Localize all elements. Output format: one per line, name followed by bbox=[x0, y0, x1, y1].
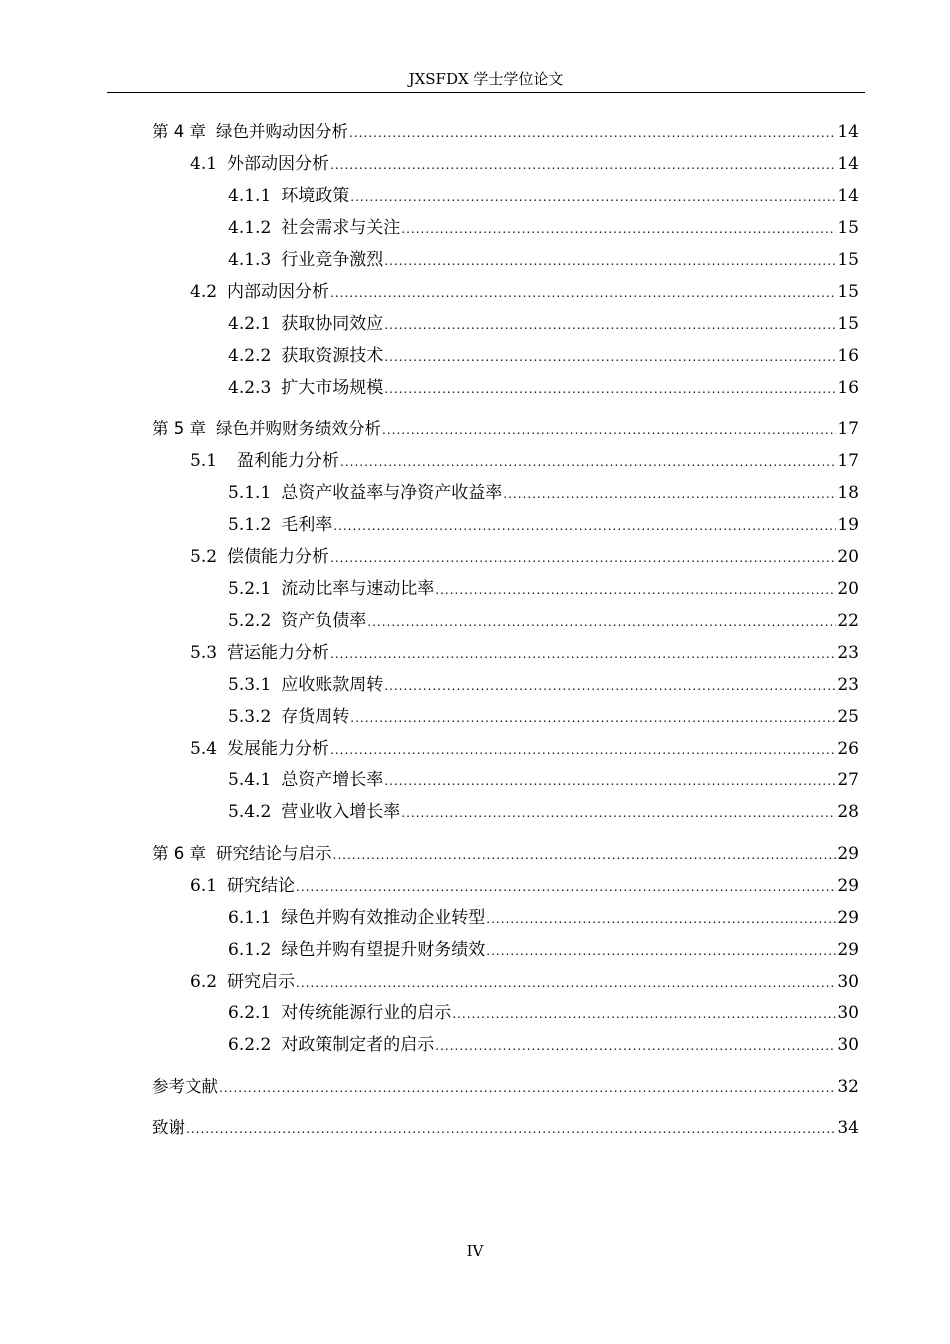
toc-entry-title: 总资产增长率 bbox=[281, 770, 384, 790]
toc-subsection-entry[interactable] bbox=[228, 1000, 859, 1024]
toc-subsection-entry[interactable] bbox=[228, 512, 859, 536]
dot-leader bbox=[330, 153, 836, 175]
toc-entry-text bbox=[228, 1034, 434, 1056]
toc-entry-number: 4.2 bbox=[190, 282, 218, 302]
dot-leader bbox=[452, 1002, 836, 1024]
header-rule bbox=[107, 92, 865, 93]
toc-subsection-entry[interactable] bbox=[228, 215, 859, 239]
dot-leader bbox=[333, 514, 836, 536]
toc-subsection-entry[interactable] bbox=[228, 183, 859, 207]
toc-subsection-entry[interactable] bbox=[228, 311, 859, 335]
toc-entry-number: 5.2.2 bbox=[228, 611, 272, 631]
toc-entry-number: 4.1.1 bbox=[228, 186, 272, 206]
toc-subsection-entry[interactable] bbox=[228, 375, 859, 399]
toc-page-number: 14 bbox=[837, 154, 859, 174]
toc-entry-number: 6.2.2 bbox=[228, 1035, 272, 1055]
toc-entry-title: 绿色并购有望提升财务绩效 bbox=[281, 940, 486, 960]
toc-entry-text bbox=[228, 514, 332, 536]
dot-leader bbox=[186, 1117, 836, 1139]
toc-entry-text bbox=[228, 377, 383, 399]
dot-leader bbox=[350, 706, 836, 728]
dot-leader bbox=[340, 450, 836, 472]
toc-entry-number: 第 6 章 bbox=[152, 844, 206, 863]
toc-entry-title: 绿色并购财务绩效分析 bbox=[216, 419, 381, 438]
toc-entry-title: 流动比率与速动比率 bbox=[281, 579, 435, 599]
dot-leader bbox=[350, 185, 836, 207]
toc-entry-text bbox=[190, 450, 339, 472]
toc-entry-number: 第 4 章 bbox=[152, 122, 206, 141]
toc-entry-number: 4.1.2 bbox=[228, 218, 272, 238]
toc-chapter-entry[interactable] bbox=[152, 119, 859, 143]
dot-leader bbox=[486, 907, 836, 929]
toc-page-number: 29 bbox=[837, 844, 859, 864]
toc-section-entry[interactable] bbox=[190, 151, 859, 175]
running-header: JXSFDX 学士学位论文 bbox=[408, 70, 564, 88]
toc-entry-title: 偿债能力分析 bbox=[227, 547, 330, 567]
toc-page-number: 29 bbox=[837, 876, 859, 896]
toc-entry-text bbox=[190, 546, 329, 568]
toc-entry-number: 6.2 bbox=[190, 972, 218, 992]
toc-page-number: 32 bbox=[837, 1077, 859, 1097]
toc-subsection-entry[interactable] bbox=[228, 799, 859, 823]
toc-section-entry[interactable] bbox=[190, 736, 859, 760]
toc-section-entry[interactable] bbox=[190, 544, 859, 568]
dot-leader bbox=[330, 546, 836, 568]
toc-entry-title: 致谢 bbox=[152, 1118, 185, 1137]
toc-entry-text bbox=[190, 642, 329, 664]
toc-entry-title: 毛利率 bbox=[281, 515, 333, 535]
toc-subsection-entry[interactable] bbox=[228, 1032, 859, 1056]
toc-entry-title: 研究结论与启示 bbox=[216, 844, 332, 863]
toc-entry-text bbox=[228, 801, 400, 823]
dot-leader bbox=[330, 281, 836, 303]
toc-entry-title: 外部动因分析 bbox=[227, 154, 330, 174]
toc-entry-number: 6.1.2 bbox=[228, 940, 272, 960]
toc-entry-text bbox=[228, 769, 383, 791]
toc-entry-text bbox=[228, 907, 485, 929]
toc-entry-title: 存货周转 bbox=[281, 707, 350, 727]
toc-entry-title: 总资产收益率与净资产收益率 bbox=[281, 483, 503, 503]
toc-entry-text bbox=[228, 1002, 451, 1024]
toc-entry-title: 绿色并购有效推动企业转型 bbox=[281, 908, 486, 928]
toc-entry-title: 扩大市场规模 bbox=[281, 378, 384, 398]
toc-entry-text bbox=[228, 345, 383, 367]
dot-leader bbox=[296, 971, 836, 993]
toc-entry-text bbox=[228, 185, 349, 207]
toc-page-number: 23 bbox=[837, 643, 859, 663]
toc-chapter-entry[interactable] bbox=[152, 841, 859, 865]
toc-entry-text bbox=[228, 482, 502, 504]
toc-section-entry[interactable] bbox=[190, 873, 859, 897]
toc-entry-text bbox=[152, 843, 332, 865]
toc-page-number: 30 bbox=[837, 1035, 859, 1055]
page-number: IV bbox=[466, 1242, 484, 1260]
toc-page-number: 29 bbox=[837, 940, 859, 960]
dot-leader bbox=[333, 843, 837, 865]
toc-entry-number: 5.4.1 bbox=[228, 770, 272, 790]
toc-entry-title: 营运能力分析 bbox=[227, 643, 330, 663]
toc-entry-text bbox=[228, 674, 383, 696]
dot-leader bbox=[349, 121, 836, 143]
toc-page-number: 29 bbox=[837, 908, 859, 928]
toc-entry-text bbox=[190, 281, 329, 303]
toc-entry-number: 5.3 bbox=[190, 643, 218, 663]
dot-leader bbox=[384, 377, 836, 399]
toc-chapter-entry[interactable] bbox=[152, 1074, 859, 1098]
toc-entry-title: 获取协同效应 bbox=[281, 314, 384, 334]
toc-entry-text bbox=[228, 578, 434, 600]
toc-entry-title: 资产负债率 bbox=[281, 611, 367, 631]
toc-entry-number: 4.2.3 bbox=[228, 378, 272, 398]
toc-page-number: 20 bbox=[837, 547, 859, 567]
toc-page-number: 18 bbox=[837, 483, 859, 503]
toc-page-number: 17 bbox=[837, 419, 859, 439]
toc-page-number: 15 bbox=[837, 250, 859, 270]
toc-subsection-entry[interactable] bbox=[228, 704, 859, 728]
toc-page-number: 14 bbox=[837, 122, 859, 142]
toc-entry-title: 参考文献 bbox=[152, 1077, 218, 1096]
toc-subsection-entry[interactable] bbox=[228, 905, 859, 929]
toc-entry-number: 5.1.1 bbox=[228, 483, 272, 503]
toc-entry-number: 5.2.1 bbox=[228, 579, 272, 599]
toc-page-number: 22 bbox=[837, 611, 859, 631]
dot-leader bbox=[330, 642, 836, 664]
toc-entry-text bbox=[190, 738, 329, 760]
toc-page-number: 20 bbox=[837, 579, 859, 599]
dot-leader bbox=[435, 578, 836, 600]
toc-entry-number: 6.1.1 bbox=[228, 908, 272, 928]
toc-entry-text bbox=[228, 939, 485, 961]
toc-subsection-entry[interactable] bbox=[228, 672, 859, 696]
toc-page-number: 14 bbox=[837, 186, 859, 206]
toc-section-entry[interactable] bbox=[190, 279, 859, 303]
toc-entry-number: 第 5 章 bbox=[152, 419, 206, 438]
toc-page-number: 30 bbox=[837, 972, 859, 992]
toc-section-entry[interactable] bbox=[190, 640, 859, 664]
dot-leader bbox=[384, 313, 836, 335]
dot-leader bbox=[486, 939, 836, 961]
toc-entry-text bbox=[228, 706, 349, 728]
toc-page-number: 25 bbox=[837, 707, 859, 727]
toc-entry-text bbox=[228, 217, 400, 239]
toc-entry-title: 对传统能源行业的启示 bbox=[281, 1003, 452, 1023]
toc-entry-number: 5.4.2 bbox=[228, 802, 272, 822]
toc-page-number: 28 bbox=[837, 802, 859, 822]
toc-entry-number: 5.4 bbox=[190, 739, 218, 759]
dot-leader bbox=[401, 217, 836, 239]
toc-entry-text bbox=[228, 313, 383, 335]
toc-entry-text bbox=[152, 1117, 185, 1139]
dot-leader bbox=[503, 482, 836, 504]
toc-entry-title: 社会需求与关注 bbox=[281, 218, 401, 238]
toc-page-number: 15 bbox=[837, 218, 859, 238]
toc-entry-number: 4.2.2 bbox=[228, 346, 272, 366]
toc-entry-text bbox=[152, 1076, 218, 1098]
toc-subsection-entry[interactable] bbox=[228, 608, 859, 632]
toc-page-number: 27 bbox=[837, 770, 859, 790]
toc-entry-text bbox=[190, 875, 295, 897]
dot-leader bbox=[382, 418, 836, 440]
toc-entry-number: 5.3.2 bbox=[228, 707, 272, 727]
toc-entry-number: 6.1 bbox=[190, 876, 218, 896]
dot-leader bbox=[401, 801, 836, 823]
dot-leader bbox=[219, 1076, 836, 1098]
toc-entry-number: 4.1 bbox=[190, 154, 218, 174]
toc-entry-number: 4.2.1 bbox=[228, 314, 272, 334]
toc-entry-title: 绿色并购动因分析 bbox=[216, 122, 348, 141]
toc-page-number: 16 bbox=[837, 378, 859, 398]
toc-entry-title: 研究启示 bbox=[227, 972, 296, 992]
toc-page-number: 19 bbox=[837, 515, 859, 535]
toc-entry-text bbox=[190, 153, 329, 175]
toc-entry-title: 获取资源技术 bbox=[281, 346, 384, 366]
toc-subsection-entry[interactable] bbox=[228, 937, 859, 961]
dot-leader bbox=[435, 1034, 836, 1056]
toc-entry-text bbox=[228, 249, 383, 271]
toc-page-number: 23 bbox=[837, 675, 859, 695]
toc-entry-title: 发展能力分析 bbox=[227, 739, 330, 759]
toc-entry-title: 行业竞争激烈 bbox=[281, 250, 384, 270]
toc-entry-text bbox=[228, 610, 366, 632]
toc-page-number: 16 bbox=[837, 346, 859, 366]
dot-leader bbox=[296, 875, 836, 897]
toc-entry-title: 环境政策 bbox=[281, 186, 350, 206]
toc-entry-title: 研究结论 bbox=[227, 876, 296, 896]
toc-subsection-entry[interactable] bbox=[228, 480, 859, 504]
toc-entry-text bbox=[190, 971, 295, 993]
toc-subsection-entry[interactable] bbox=[228, 767, 859, 791]
toc-page-number: 15 bbox=[837, 314, 859, 334]
toc-subsection-entry[interactable] bbox=[228, 576, 859, 600]
toc-section-entry[interactable] bbox=[190, 448, 859, 472]
toc-entry-number: 5.1 bbox=[190, 451, 218, 471]
toc-chapter-entry[interactable] bbox=[152, 1115, 859, 1139]
toc-page-number: 34 bbox=[837, 1118, 859, 1138]
toc-entry-number: 6.2.1 bbox=[228, 1003, 272, 1023]
toc-page-number: 17 bbox=[837, 451, 859, 471]
toc-page-number: 26 bbox=[837, 739, 859, 759]
toc-chapter-entry[interactable] bbox=[152, 416, 859, 440]
toc-entry-title: 应收账款周转 bbox=[281, 675, 384, 695]
toc-entry-number: 5.3.1 bbox=[228, 675, 272, 695]
toc-entry-title: 盈利能力分析 bbox=[237, 451, 340, 471]
dot-leader bbox=[384, 674, 836, 696]
toc-entry-number: 5.1.2 bbox=[228, 515, 272, 535]
dot-leader bbox=[384, 769, 836, 791]
toc-page-number: 15 bbox=[837, 282, 859, 302]
toc-entry-number: 4.1.3 bbox=[228, 250, 272, 270]
dot-leader bbox=[330, 738, 836, 760]
toc-entry-text bbox=[152, 418, 381, 440]
toc-entry-title: 营业收入增长率 bbox=[281, 802, 401, 822]
toc-entry-text bbox=[152, 121, 348, 143]
dot-leader bbox=[384, 249, 836, 271]
toc-subsection-entry[interactable] bbox=[228, 343, 859, 367]
toc-section-entry[interactable] bbox=[190, 969, 859, 993]
dot-leader bbox=[367, 610, 836, 632]
dot-leader bbox=[384, 345, 836, 367]
toc-page-number: 30 bbox=[837, 1003, 859, 1023]
toc-entry-number: 5.2 bbox=[190, 547, 218, 567]
toc-subsection-entry[interactable] bbox=[228, 247, 859, 271]
toc-entry-title: 内部动因分析 bbox=[227, 282, 330, 302]
toc-entry-title: 对政策制定者的启示 bbox=[281, 1035, 435, 1055]
